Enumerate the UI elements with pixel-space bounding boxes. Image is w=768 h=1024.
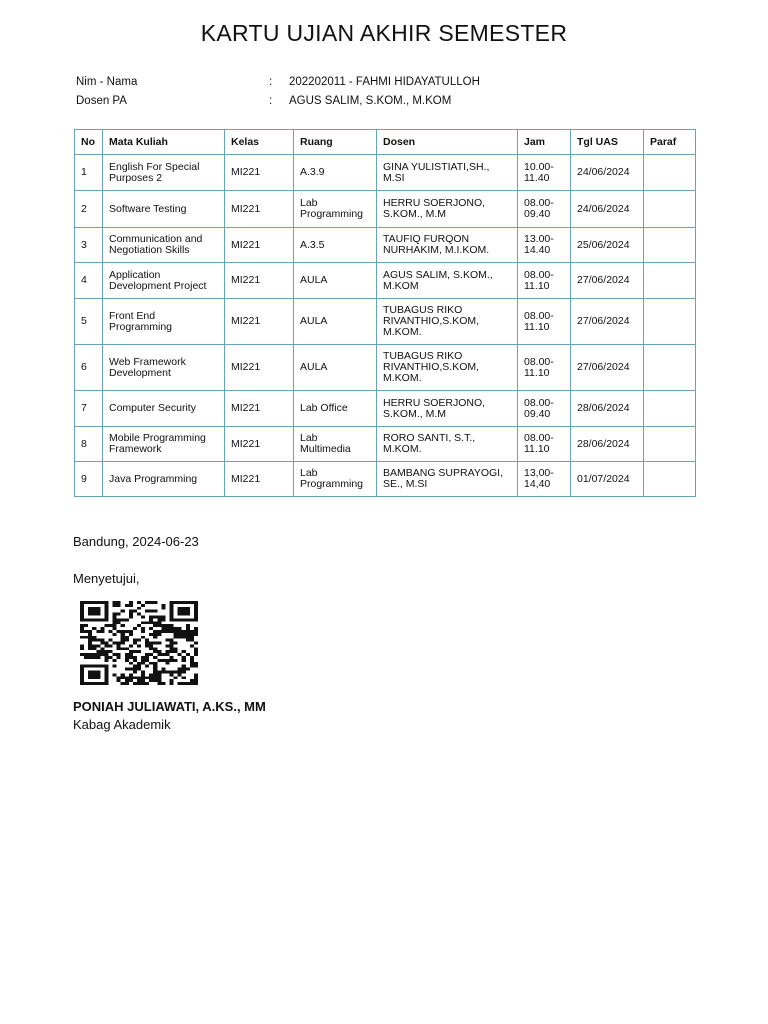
cell-ruang: AULA <box>294 263 377 299</box>
cell-kelas: MI221 <box>225 427 294 462</box>
cell-ruang: Lab Office <box>294 391 377 427</box>
table-row <box>75 299 696 345</box>
cell-dosen: TUBAGUS RIKO RIVANTHIO,S.KOM, M.KOM. <box>377 345 518 391</box>
cell-dosen: HERRU SOERJONO, S.KOM., M.M <box>377 191 518 228</box>
cell-jam: 08.00-09.40 <box>518 191 571 228</box>
dosen-pa-separator: : <box>269 95 273 107</box>
cell-kelas: MI221 <box>225 228 294 263</box>
table-row <box>75 155 696 191</box>
header-ruang: Ruang <box>294 130 377 155</box>
table-header-row <box>75 130 696 155</box>
cell-dosen: RORO SANTI, S.T., M.KOM. <box>377 427 518 462</box>
cell-kelas: MI221 <box>225 462 294 497</box>
cell-kelas: MI221 <box>225 155 294 191</box>
cell-no: 7 <box>75 391 103 427</box>
cell-tgl-uas: 27/06/2024 <box>571 345 644 391</box>
cell-dosen: TUBAGUS RIKO RIVANTHIO,S.KOM, M.KOM. <box>377 299 518 345</box>
cell-jam: 10.00-11.40 <box>518 155 571 191</box>
cell-mata-kuliah: Java Programming <box>103 462 225 497</box>
cell-paraf <box>644 391 696 427</box>
cell-mata-kuliah: Front End Programming <box>103 299 225 345</box>
cell-ruang: A.3.9 <box>294 155 377 191</box>
table-row <box>75 263 696 299</box>
approval-label: Menyetujui, <box>73 571 140 586</box>
cell-tgl-uas: 27/06/2024 <box>571 299 644 345</box>
cell-paraf <box>644 228 696 263</box>
cell-paraf <box>644 462 696 497</box>
cell-kelas: MI221 <box>225 345 294 391</box>
cell-no: 9 <box>75 462 103 497</box>
cell-no: 5 <box>75 299 103 345</box>
exam-schedule-table <box>74 129 696 497</box>
table-row <box>75 191 696 228</box>
cell-jam: 08.00-11.10 <box>518 427 571 462</box>
cell-jam: 08.00-11.10 <box>518 345 571 391</box>
table-row <box>75 345 696 391</box>
cell-jam: 13,00-14,40 <box>518 462 571 497</box>
cell-jam: 13.00-14.40 <box>518 228 571 263</box>
cell-tgl-uas: 28/06/2024 <box>571 391 644 427</box>
cell-no: 8 <box>75 427 103 462</box>
cell-tgl-uas: 01/07/2024 <box>571 462 644 497</box>
cell-mata-kuliah: Web Framework Development <box>103 345 225 391</box>
cell-ruang: AULA <box>294 345 377 391</box>
header-mata-kuliah: Mata Kuliah <box>103 130 225 155</box>
qr-code-image <box>80 601 198 685</box>
cell-no: 2 <box>75 191 103 228</box>
signer-role: Kabag Akademik <box>73 717 171 732</box>
cell-paraf <box>644 345 696 391</box>
cell-ruang: AULA <box>294 299 377 345</box>
cell-dosen: AGUS SALIM, S.KOM., M.KOM <box>377 263 518 299</box>
cell-jam: 08.00-11.10 <box>518 299 571 345</box>
cell-kelas: MI221 <box>225 191 294 228</box>
cell-no: 1 <box>75 155 103 191</box>
nim-label: Nim - Nama <box>76 76 138 88</box>
cell-mata-kuliah: Application Development Project <box>103 263 225 299</box>
cell-dosen: GINA YULISTIATI,SH., M.SI <box>377 155 518 191</box>
cell-no: 3 <box>75 228 103 263</box>
header-kelas: Kelas <box>225 130 294 155</box>
cell-paraf <box>644 299 696 345</box>
cell-paraf <box>644 155 696 191</box>
header-jam: Jam <box>518 130 571 155</box>
cell-tgl-uas: 25/06/2024 <box>571 228 644 263</box>
cell-jam: 08.00-09.40 <box>518 391 571 427</box>
cell-dosen: BAMBANG SUPRAYOGI, SE., M.SI <box>377 462 518 497</box>
cell-ruang: A.3.5 <box>294 228 377 263</box>
nim-separator: : <box>269 76 273 88</box>
cell-mata-kuliah: English For Special Purposes 2 <box>103 155 225 191</box>
dosen-pa-value: AGUS SALIM, S.KOM., M.KOM <box>289 95 452 107</box>
cell-dosen: HERRU SOERJONO, S.KOM., M.M <box>377 391 518 427</box>
cell-paraf <box>644 191 696 228</box>
header-no: No <box>75 130 103 155</box>
cell-paraf <box>644 427 696 462</box>
cell-no: 4 <box>75 263 103 299</box>
table-row <box>75 427 696 462</box>
table-row <box>75 228 696 263</box>
cell-kelas: MI221 <box>225 391 294 427</box>
table-row <box>75 462 696 497</box>
cell-jam: 08.00-11.10 <box>518 263 571 299</box>
cell-ruang: Lab Multimedia <box>294 427 377 462</box>
cell-tgl-uas: 27/06/2024 <box>571 263 644 299</box>
cell-tgl-uas: 24/06/2024 <box>571 155 644 191</box>
cell-mata-kuliah: Communication and Negotiation Skills <box>103 228 225 263</box>
cell-mata-kuliah: Mobile Programming Framework <box>103 427 225 462</box>
header-paraf: Paraf <box>644 130 696 155</box>
page-title: KARTU UJIAN AKHIR SEMESTER <box>200 20 568 46</box>
cell-mata-kuliah: Software Testing <box>103 191 225 228</box>
nim-value: 202202011 - FAHMI HIDAYATULLOH <box>289 76 480 88</box>
table-row <box>75 391 696 427</box>
cell-tgl-uas: 24/06/2024 <box>571 191 644 228</box>
cell-dosen: TAUFIQ FURQON NURHAKIM, M.I.KOM. <box>377 228 518 263</box>
cell-ruang: Lab Programming <box>294 462 377 497</box>
cell-tgl-uas: 28/06/2024 <box>571 427 644 462</box>
header-dosen: Dosen <box>377 130 518 155</box>
cell-kelas: MI221 <box>225 263 294 299</box>
cell-mata-kuliah: Computer Security <box>103 391 225 427</box>
cell-paraf <box>644 263 696 299</box>
place-date: Bandung, 2024-06-23 <box>73 534 199 549</box>
dosen-pa-label: Dosen PA <box>76 95 127 107</box>
header-tgl-uas: Tgl UAS <box>571 130 644 155</box>
cell-kelas: MI221 <box>225 299 294 345</box>
signer-name: PONIAH JULIAWATI, A.KS., MM <box>73 699 266 714</box>
cell-ruang: Lab Programming <box>294 191 377 228</box>
cell-no: 6 <box>75 345 103 391</box>
